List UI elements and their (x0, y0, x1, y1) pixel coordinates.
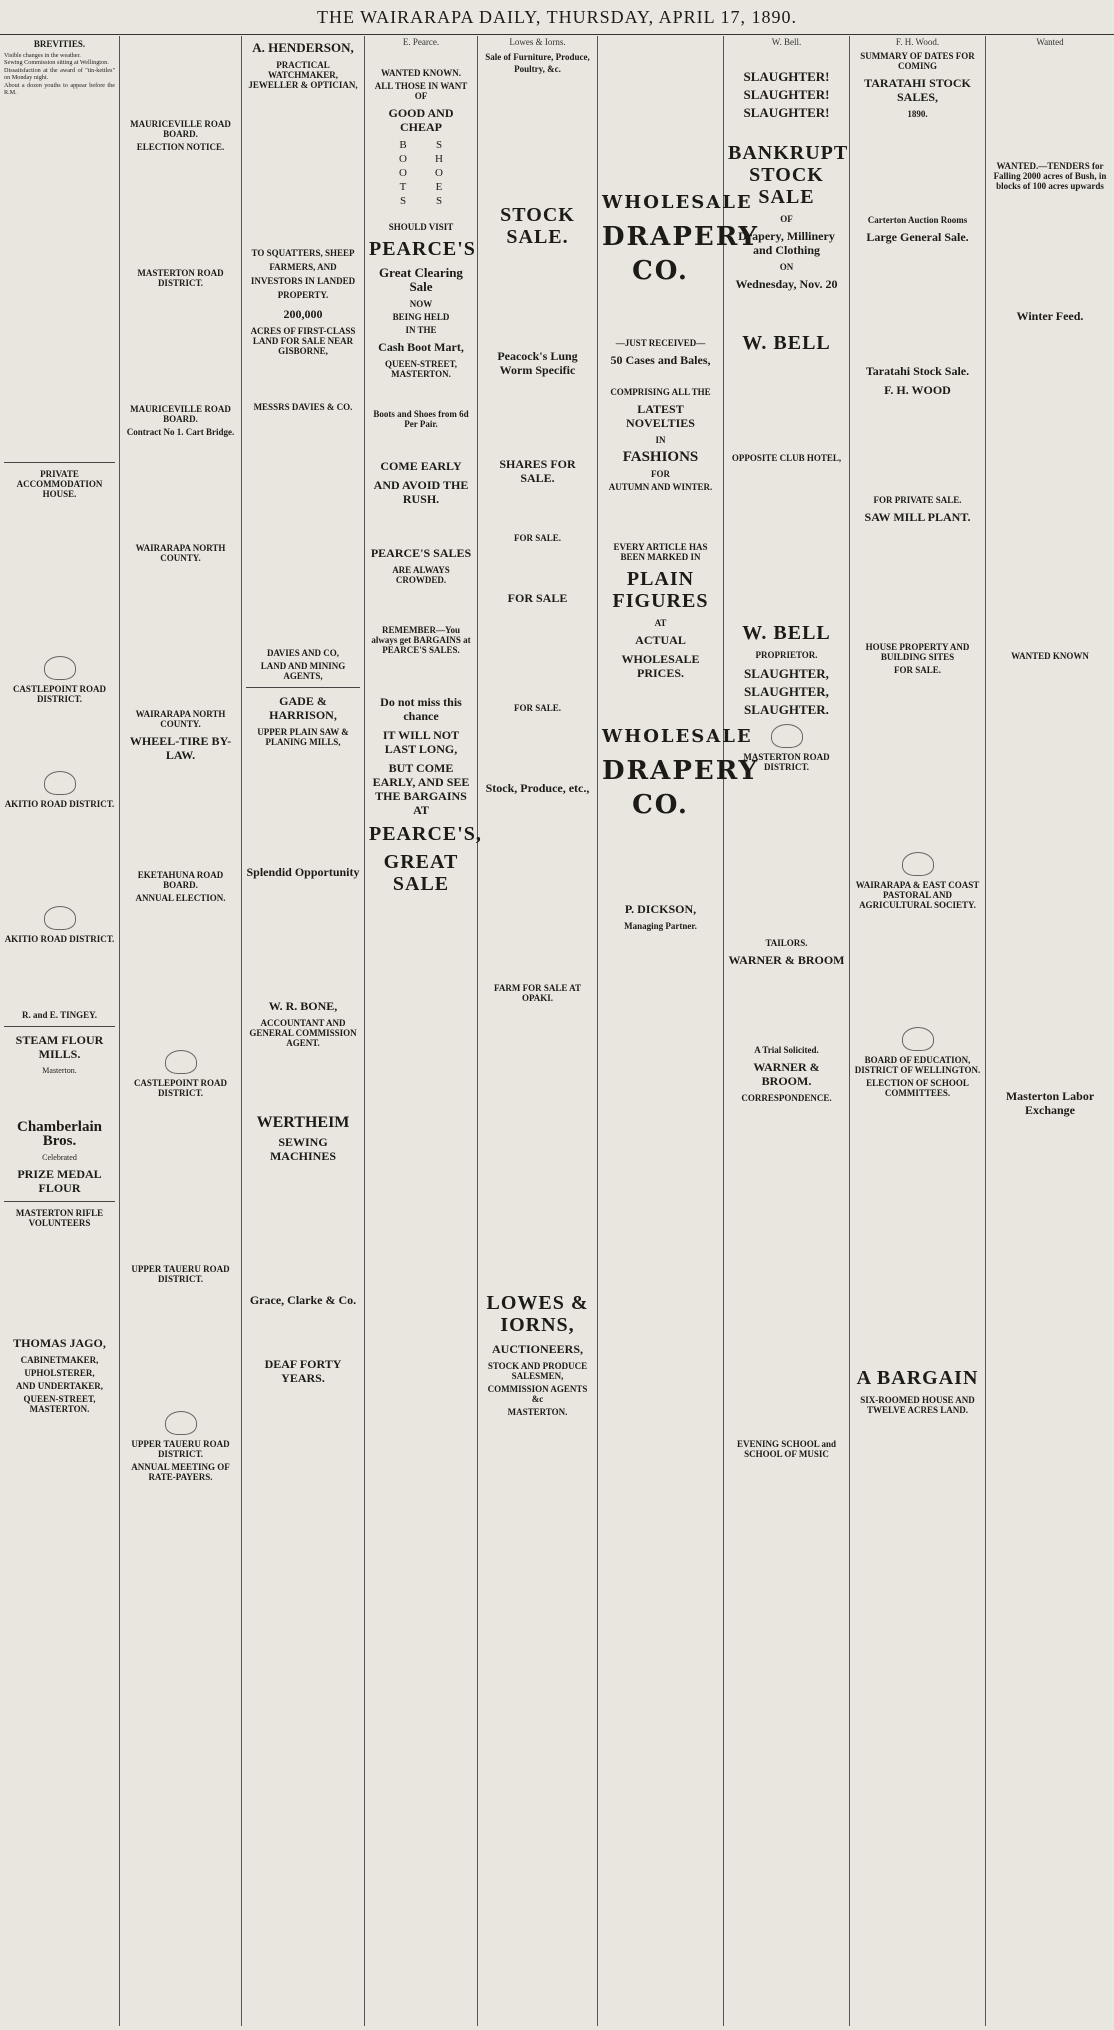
advert-trade: UPPER PLAIN SAW & PLANING MILLS, (257, 727, 349, 747)
notice-subheading: Contract No 1. Cart Bridge. (126, 427, 235, 437)
text-block (246, 415, 360, 645)
notice-heading: CORRESPONDENCE. (741, 1093, 832, 1103)
column-7 (724, 36, 850, 2026)
advert-heading: STEAM FLOUR MILLS. (15, 1033, 104, 1062)
text-block (124, 440, 237, 540)
advert-line: ON (779, 262, 794, 272)
text-block (482, 546, 593, 586)
advert-line: EVERY ARTICLE HAS BEEN MARKED IN (613, 542, 708, 562)
advert-location: Masterton. (42, 1066, 77, 1076)
advert-name: PEARCE'S (369, 238, 476, 260)
advert-name: P. DICKSON, (624, 902, 697, 916)
text-block (124, 1101, 237, 1261)
text-block (246, 1168, 360, 1288)
advert-line: ARE ALWAYS CROWDED. (392, 565, 450, 585)
notice-heading: TAILORS. (765, 938, 808, 948)
advert-heading: Masterton Labor Exchange (1005, 1089, 1095, 1117)
advert-name: WERTHEIM (256, 1114, 350, 1131)
column-4 (365, 36, 482, 2026)
advert-subtitle: Celebrated (42, 1153, 77, 1163)
advert-trade: ACCOUNTANT AND GENERAL COMMISSION AGENT. (249, 1018, 357, 1048)
text-block (4, 1075, 115, 1115)
notice-heading: WAIRARAPA NORTH COUNTY. (135, 709, 226, 729)
notice-heading: CASTLEPOINT ROAD DISTRICT. (12, 684, 107, 705)
advert-line: ALL THOSE IN WANT OF (374, 81, 468, 101)
advert-line: REMEMBER—You always get BARGAINS at PEARCE'S SALES. (371, 625, 471, 655)
advert-heading: Splendid Opportunity (246, 865, 360, 879)
notice-heading: WAIRARAPA & EAST COAST PASTORAL AND AGRICULTURAL SOCIETY. (855, 880, 980, 910)
advert-heading: Large General Sale. (866, 230, 969, 244)
notice-heading: MASTERTON ROAD DISTRICT. (137, 268, 224, 288)
advert-name: PEARCE'S SALES (370, 546, 472, 560)
advert-heading: WANTED KNOWN (1011, 651, 1089, 661)
text-block (246, 884, 360, 994)
advert-heading: STOCK SALE. (500, 204, 575, 248)
advert-line: FOR SALE. (893, 665, 941, 675)
advert-heading: SLAUGHTER! SLAUGHTER! SLAUGHTER! (743, 69, 830, 120)
advert-line: 50 Cases and Bales, (610, 353, 711, 367)
advert-name: WHOLESALE (602, 192, 753, 213)
text-block (124, 1287, 237, 1407)
crest-icon (165, 1411, 197, 1435)
advert-line: SUMMARY OF DATES FOR COMING (860, 51, 975, 71)
notice-subheading: ELECTION NOTICE. (136, 142, 225, 152)
advert-name: GADE & HARRISON, (269, 694, 337, 722)
advert-name: R. and E. TINGEY. (21, 1010, 98, 1021)
divider (4, 1201, 115, 1202)
notice-heading: UPPER TAUERU ROAD DISTRICT. (131, 1264, 230, 1284)
text-block (124, 291, 237, 401)
advert-heading: WANTED.—TENDERS for Falling 2000 acres of Bush, in blocks of 100 acres upwards (993, 161, 1107, 191)
text-block (246, 1390, 360, 1460)
text-block (854, 529, 981, 639)
column-8 (850, 36, 986, 2026)
text-block (482, 490, 593, 530)
text-block (990, 328, 1110, 648)
advert-subheading: ACRES OF FIRST-CLASS LAND FOR SALE NEAR GISBORNE, (250, 326, 356, 356)
advert-trade: AUCTIONEERS, (491, 1342, 584, 1356)
advert-name: W. BELL (742, 332, 831, 354)
text-block (728, 775, 845, 935)
column-2 (120, 36, 242, 2026)
text-block (4, 947, 115, 1007)
advert-trade: UPHOLSTERER, (24, 1368, 95, 1379)
column-3 (242, 36, 365, 2026)
advert-heading: SAW MILL PLANT. (864, 510, 971, 524)
advert-name: DRAPERY (602, 222, 760, 252)
text-block (990, 194, 1110, 304)
text-block (854, 249, 981, 359)
text-block (854, 678, 981, 848)
column-6 (598, 36, 760, 2026)
brevity-item: Dissatisfaction at the award of "tin-kettles" on Monday night. (4, 66, 115, 82)
crest-icon (771, 724, 803, 748)
advert-product: PRIZE MEDAL FLOUR (17, 1167, 102, 1196)
notice-heading: MAURICEVILLE ROAD BOARD. (130, 119, 231, 139)
text-block (728, 1106, 845, 1436)
text-block (4, 502, 115, 652)
text-block (4, 812, 115, 902)
advert-line: PLAIN FIGURES (612, 568, 709, 612)
notice-heading: MASTERTON ROAD DISTRICT. (743, 752, 830, 772)
notice-heading: AKITIO ROAD DISTRICT. (4, 799, 115, 810)
advert-line: BUT COME EARLY, AND SEE THE BARGAINS AT (372, 761, 470, 817)
text-block (482, 382, 593, 452)
advert-trade: AND UNDERTAKER, (15, 1381, 104, 1392)
advert-heading: DEAF FORTY YEARS. (264, 1357, 342, 1385)
advert-heading: A BARGAIN (856, 1367, 979, 1389)
advert-line: COMPRISING ALL THE (610, 387, 711, 397)
advert-address: QUEEN-STREET, MASTERTON. (384, 359, 458, 379)
advert-name: Grace, Clarke & Co. (249, 1293, 357, 1307)
brevity-item: Sewing Commission sitting at Wellington. (4, 59, 109, 67)
advert-name: CO. (632, 256, 689, 286)
advert-line: BEING HELD (392, 312, 450, 322)
text-block (124, 767, 237, 867)
text-block (728, 466, 845, 616)
advert-name: WARNER & BROOM (728, 953, 845, 967)
advert-line: WHOLESALE PRICES. (621, 652, 700, 680)
advert-line: Cash Boot Mart, (378, 340, 464, 354)
advert-line: A Trial Solicited. (754, 1045, 819, 1055)
advert-trade: PRACTICAL WATCHMAKER, JEWELLER & OPTICIAN, (248, 60, 358, 90)
text-block (124, 36, 237, 116)
advert-line: NOW (409, 299, 433, 309)
advert-trade: STOCK AND PRODUCE SALESMEN, (487, 1361, 588, 1381)
advert-heading: Sale of Furniture, Produce, Poultry, &c. (485, 52, 590, 74)
advert-name: DRAPERY (602, 756, 760, 786)
advert-trade: Managing Partner. (624, 921, 697, 931)
notice-heading: PRIVATE ACCOMMODATION HOUSE. (16, 469, 103, 500)
text-block (728, 972, 845, 1042)
crest-icon (165, 1050, 197, 1074)
text-block (124, 906, 237, 1046)
advert-line: COME EARLY (380, 459, 462, 473)
text-block (482, 1006, 593, 1286)
notice-heading: CASTLEPOINT ROAD DISTRICT. (133, 1078, 228, 1098)
advert-heading: BANKRUPT STOCK SALE (728, 142, 849, 208)
advert-heading: Great Clearing Sale (379, 265, 463, 294)
advert-heading: Winter Feed. (1016, 309, 1084, 323)
advert-number: 200,000 (283, 307, 323, 321)
advert-name: F. H. WOOD (884, 383, 951, 397)
advert-line: SIX-ROOMED HOUSE AND TWELVE ACRES LAND. (860, 1395, 975, 1415)
text-block (4, 96, 115, 456)
text-block (990, 664, 1110, 1084)
advert-line: ACTUAL (635, 633, 686, 647)
advert-line: GREAT SALE (383, 851, 459, 895)
column-heading: F. H. Wood. (895, 37, 940, 47)
text-block (482, 254, 593, 344)
advert-product: SEWING MACHINES (269, 1135, 336, 1163)
advert-heading: TO SQUATTERS, SHEEP FARMERS, AND INVESTORS IN LANDED PROPERTY. (250, 248, 356, 300)
text-block (728, 296, 845, 326)
advert-line: AND AVOID THE RUSH. (373, 478, 469, 506)
divider (246, 687, 360, 688)
advert-name: LOWES & IORNS, (486, 1292, 589, 1336)
column-heading: W. Bell. (771, 37, 802, 47)
text-block (4, 1231, 115, 1331)
text-block (246, 1051, 360, 1111)
advert-name: W. R. BONE, (268, 999, 338, 1013)
advert-name: MESSRS DAVIES & CO. (253, 402, 353, 412)
advert-trade: LAND AND MINING AGENTS, (260, 661, 346, 681)
notice-subheading: ANNUAL ELECTION. (135, 893, 226, 903)
advert-heading: FARM FOR SALE AT OPAKI. (494, 983, 581, 1003)
advert-name: DAVIES AND CO, (266, 648, 340, 658)
column-heading: E. Pearce. (402, 37, 440, 47)
crest-icon (44, 906, 76, 930)
advert-line: GOOD AND CHEAP (388, 106, 454, 134)
text-block (854, 913, 981, 1023)
notice-heading: EVENING SCHOOL and SCHOOL OF MUSIC (736, 1439, 837, 1459)
text-block (124, 566, 237, 706)
advert-name: WARNER & BROOM. (753, 1060, 820, 1088)
advert-line: 1890. (907, 109, 928, 119)
advert-heading: FOR SALE (507, 591, 568, 605)
advert-name: W. BELL (742, 622, 831, 644)
text-block (482, 610, 593, 700)
advert-address: QUEEN-STREET, MASTERTON. (23, 1394, 96, 1415)
advert-line: FOR (651, 469, 670, 479)
advert-heading: Peacock's Lung Worm Specific (497, 349, 578, 377)
advert-line: AT (654, 618, 667, 628)
advert-name: THOMAS JAGO, (13, 1336, 106, 1351)
advert-heading: TARATAHI STOCK SALES, (864, 76, 971, 104)
advert-name: CO. (632, 790, 689, 820)
advert-name: WHOLESALE (602, 726, 753, 747)
advert-trade: PROPRIETOR. (755, 650, 818, 660)
advert-heading: SHARES FOR SALE. (499, 457, 576, 485)
advert-line: Wednesday, Nov. 20 (735, 277, 838, 291)
text-block (854, 402, 981, 492)
advert-trade: COMMISSION AGENTS &c (487, 1384, 588, 1404)
text-block (854, 1101, 981, 1361)
advert-line: LATEST NOVELTIES (626, 402, 695, 430)
advert-address: MASTERTON. (507, 1407, 568, 1417)
notice-heading: EKETAHUNA ROAD BOARD. (137, 870, 224, 890)
column-heading: Lowes & Iorns. (509, 37, 566, 47)
advert-trade: CABINETMAKER, (20, 1355, 99, 1366)
advert-line: IN THE (405, 325, 437, 335)
shoes-word: SHOES (433, 139, 445, 209)
boots-shoes-block (369, 139, 473, 219)
column-5 (478, 36, 598, 2026)
advert-line: IN (655, 435, 666, 445)
advert-line: Drapery, Millinery and Clothing (738, 229, 835, 257)
advert-line: AUTUMN AND WINTER. (608, 482, 713, 492)
advert-heading: WANTED KNOWN. (380, 68, 461, 78)
advert-heading: HOUSE PROPERTY AND BUILDING SITES (865, 642, 970, 662)
advert-heading: FOR SALE. (513, 533, 561, 543)
text-block (482, 78, 593, 198)
text-block (246, 750, 360, 860)
crest-icon (44, 656, 76, 680)
advert-name: A. HENDERSON, (252, 40, 354, 55)
text-block (124, 155, 237, 265)
crest-icon (44, 771, 76, 795)
text-block (854, 1418, 981, 1478)
advert-heading: SLAUGHTER, SLAUGHTER, SLAUGHTER. (744, 666, 829, 717)
crest-icon (902, 1027, 934, 1051)
advert-line: FASHIONS (622, 449, 699, 465)
text-block (124, 1485, 237, 1565)
text-block (246, 93, 360, 243)
text-block (854, 122, 981, 212)
advert-line: —JUST RECEIVED— (615, 338, 706, 348)
notice-heading: AKITIO ROAD DISTRICT. (4, 934, 115, 945)
advert-name: PEARCE'S, (369, 823, 482, 845)
divider (4, 462, 115, 463)
brevities-heading: BREVITIES. (33, 39, 86, 49)
text-block (728, 1462, 845, 1522)
advert-line: Boots and Shoes from 6d Per Pair. (373, 409, 469, 429)
brevity-item: About a dozen youths to appear before the R.M. (4, 81, 115, 97)
advert-line: Do not miss this chance (380, 695, 462, 723)
column-heading: Wanted (1036, 37, 1064, 47)
notice-subheading: ELECTION OF SCHOOL COMMITTEES. (866, 1078, 969, 1098)
advert-name: Chamberlain Bros. (16, 1119, 102, 1150)
crest-icon (902, 852, 934, 876)
notice-heading: BOARD OF EDUCATION, DISTRICT OF WELLINGTON. (854, 1055, 981, 1075)
text-block (728, 360, 845, 450)
text-block (482, 800, 593, 980)
notice-title: WHEEL-TIRE BY-LAW. (129, 734, 232, 762)
text-block (990, 1122, 1110, 1622)
advert-address: OPPOSITE CLUB HOTEL, (731, 453, 842, 463)
notice-heading: UPPER TAUERU ROAD DISTRICT. (131, 1439, 230, 1459)
divider (4, 1026, 115, 1027)
masthead (0, 0, 1114, 35)
text-block (246, 359, 360, 399)
advert-heading: Carterton Auction Rooms (867, 215, 968, 225)
advert-heading: Taratahi Stock Sale. (865, 364, 970, 378)
column-1 (0, 36, 120, 2026)
advert-heading: FOR PRIVATE SALE. (873, 495, 962, 505)
advert-line: OF (780, 214, 793, 224)
column-9 (986, 36, 1114, 2026)
text-block (246, 1312, 360, 1352)
masthead-title: THE WAIRARAPA DAILY, THURSDAY, APRIL 17, 1890. (317, 7, 797, 27)
notice-heading: WAIRARAPA NORTH COUNTY. (135, 543, 226, 563)
text-block (482, 716, 593, 776)
brevity-item: Visible changes in the weather. (4, 52, 81, 59)
advert-heading: FOR SALE. (513, 703, 561, 713)
text-block (4, 707, 115, 767)
notice-heading: MAURICEVILLE ROAD BOARD. (130, 404, 231, 424)
advert-line: IT WILL NOT LAST LONG, (382, 728, 460, 756)
boots-word: BOOTS (397, 139, 409, 209)
advert-line: SHOULD VISIT (388, 222, 454, 232)
text-block (990, 48, 1110, 158)
advert-heading: Stock, Produce, etc., (485, 781, 590, 795)
notice-subheading: ANNUAL MEETING OF RATE-PAYERS. (131, 1462, 230, 1482)
notice-heading: MASTERTON RIFLE VOLUNTEERS (15, 1208, 104, 1229)
